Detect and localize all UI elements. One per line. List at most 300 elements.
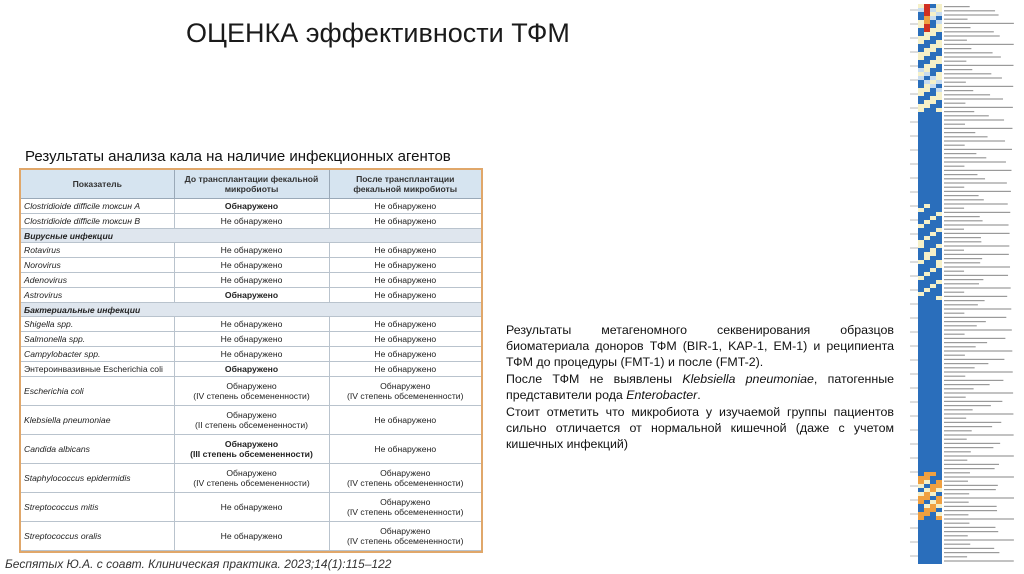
heatmap-cell xyxy=(930,92,936,96)
taxon-label-line xyxy=(944,191,1011,192)
heatmap-cell xyxy=(936,412,942,416)
heatmap-cell xyxy=(936,232,942,236)
heatmap-cell xyxy=(924,240,930,244)
heatmap-cell xyxy=(924,324,930,328)
heatmap-cell xyxy=(930,272,936,276)
heatmap-cell xyxy=(918,380,924,384)
heatmap-cell xyxy=(936,120,942,124)
heatmap-cell xyxy=(930,48,936,52)
heatmap-cell xyxy=(936,244,942,248)
heatmap-cell xyxy=(918,164,924,168)
table-row xyxy=(21,406,481,435)
taxon-label-line xyxy=(944,212,1010,213)
heatmap-cell xyxy=(936,124,942,128)
after-cell: Не обнаружено xyxy=(329,362,481,377)
heatmap-cell xyxy=(918,100,924,104)
heatmap-cell xyxy=(936,96,942,100)
heatmap-cell xyxy=(918,260,924,264)
taxon-label-line xyxy=(944,367,975,368)
heatmap-cell xyxy=(918,500,924,504)
heatmap-cell xyxy=(936,384,942,388)
heatmap-cell xyxy=(936,48,942,52)
heatmap-cell xyxy=(924,168,930,172)
heatmap-cell xyxy=(924,116,930,120)
heatmap-cell xyxy=(936,60,942,64)
after-cell: Не обнаружено xyxy=(329,288,481,303)
heatmap-cell xyxy=(924,548,930,552)
heatmap-cell xyxy=(924,428,930,432)
taxon-label-line xyxy=(944,548,994,549)
taxon-label-line xyxy=(944,6,970,7)
heatmap-cell xyxy=(936,104,942,108)
heatmap-cell xyxy=(918,52,924,56)
heatmap-cell xyxy=(936,488,942,492)
heatmap-cell xyxy=(936,144,942,148)
taxon-label-line xyxy=(944,220,983,221)
taxon-label-line xyxy=(944,166,964,167)
heatmap-cell xyxy=(936,332,942,336)
slide-title: ОЦЕНКА эффективности ТФМ xyxy=(186,18,570,48)
heatmap-cell xyxy=(918,120,924,124)
before-cell: Обнаружено xyxy=(174,288,329,303)
heatmap-cell xyxy=(918,152,924,156)
heatmap-cell xyxy=(936,304,942,308)
heatmap-cell xyxy=(930,296,936,300)
taxon-label-line xyxy=(944,304,978,305)
heatmap-cell xyxy=(936,176,942,180)
heatmap-cell xyxy=(918,288,924,292)
heatmap-cell xyxy=(918,352,924,356)
heatmap-cell xyxy=(918,492,924,496)
taxon-label-line xyxy=(944,397,966,398)
taxon-label-line xyxy=(944,149,1012,150)
heatmap-cell xyxy=(918,232,924,236)
heatmap-cell xyxy=(924,560,930,564)
heatmap-cell xyxy=(930,332,936,336)
heatmap-cell xyxy=(936,32,942,36)
heatmap-cell xyxy=(924,196,930,200)
heatmap-cell xyxy=(924,304,930,308)
heatmap-cell xyxy=(930,68,936,72)
heatmap-cell xyxy=(924,464,930,468)
heatmap-cell xyxy=(924,488,930,492)
heatmap-cell xyxy=(918,168,924,172)
section-label: Бактериальные инфекции xyxy=(21,303,481,317)
heatmap-cell xyxy=(936,100,942,104)
heatmap-cell xyxy=(936,292,942,296)
heatmap-cell xyxy=(930,552,936,556)
heatmap-cell xyxy=(930,472,936,476)
heatmap-cell xyxy=(924,164,930,168)
heatmap-cell xyxy=(930,224,936,228)
heatmap-cell xyxy=(936,524,942,528)
taxon-label-line xyxy=(944,224,1009,225)
heatmap-cell xyxy=(936,44,942,48)
heatmap-cell xyxy=(918,416,924,420)
heatmap-cell xyxy=(936,424,942,428)
heatmap-cell xyxy=(924,172,930,176)
before-cell: Не обнаружено xyxy=(174,332,329,347)
heatmap-cell xyxy=(924,540,930,544)
taxon-label-line xyxy=(944,292,964,293)
heatmap-cell xyxy=(930,480,936,484)
heatmap-cell xyxy=(936,376,942,380)
metagenomic-heatmap-figure xyxy=(906,0,1024,574)
heatmap-cell xyxy=(918,452,924,456)
heatmap-cell xyxy=(918,224,924,228)
heatmap-cell xyxy=(930,32,936,36)
heatmap-cell xyxy=(924,212,930,216)
heatmap-cell xyxy=(930,456,936,460)
heatmap-cell xyxy=(930,284,936,288)
heatmap-cell xyxy=(936,476,942,480)
heatmap-cell xyxy=(936,432,942,436)
heatmap-cell xyxy=(936,224,942,228)
heatmap-cell xyxy=(924,552,930,556)
heatmap-cell xyxy=(936,80,942,84)
heatmap-cell xyxy=(918,16,924,20)
heatmap-cell xyxy=(936,16,942,20)
indicator-cell: Staphylococcus epidermidis xyxy=(21,464,174,493)
heatmap-cell xyxy=(918,356,924,360)
heatmap-cell xyxy=(924,20,930,24)
heatmap-cell xyxy=(924,332,930,336)
heatmap-cell xyxy=(936,180,942,184)
heatmap-cell xyxy=(918,316,924,320)
taxon-label-line xyxy=(944,111,974,112)
heatmap-cell xyxy=(924,16,930,20)
heatmap-cell xyxy=(930,168,936,172)
heatmap-cell xyxy=(918,504,924,508)
indicator-cell: Rotavirus xyxy=(21,243,174,258)
after-cell: Не обнаружено xyxy=(329,317,481,332)
paragraph-2: После ТФМ не выявлены Klebsiella pneumoniae, патогенные представители рода Enterobacter. xyxy=(506,372,894,402)
heatmap-cell xyxy=(924,448,930,452)
heatmap-cell xyxy=(918,76,924,80)
heatmap-cell xyxy=(936,68,942,72)
heatmap-cell xyxy=(930,128,936,132)
heatmap-cell xyxy=(924,396,930,400)
heatmap-cell xyxy=(918,192,924,196)
heatmap-cell xyxy=(924,352,930,356)
heatmap-cell xyxy=(936,168,942,172)
heatmap-cell xyxy=(936,316,942,320)
heatmap-cell xyxy=(924,280,930,284)
taxon-label-line xyxy=(944,355,965,356)
heatmap-cell xyxy=(936,508,942,512)
heatmap-cell xyxy=(924,68,930,72)
taxon-label-line xyxy=(944,23,1014,24)
heatmap-cell xyxy=(930,524,936,528)
heatmap-cell xyxy=(930,140,936,144)
taxon-label-line xyxy=(944,434,1014,435)
taxon-label-line xyxy=(944,52,993,53)
heatmap-cell xyxy=(918,524,924,528)
heatmap-cell xyxy=(924,532,930,536)
table-row xyxy=(21,258,481,273)
heatmap-cell xyxy=(918,20,924,24)
heatmap-cell xyxy=(930,16,936,20)
taxon-label-line xyxy=(944,418,966,419)
taxon-label-line xyxy=(944,82,966,83)
taxon-label-line xyxy=(944,107,1013,108)
heatmap-cell xyxy=(930,144,936,148)
heatmap-cell xyxy=(936,404,942,408)
heatmap-cell xyxy=(918,180,924,184)
heatmap-cell xyxy=(936,312,942,316)
taxon-label-line xyxy=(944,308,1011,309)
heatmap-cell xyxy=(930,560,936,564)
heatmap-cell xyxy=(930,136,936,140)
taxon-label-line xyxy=(944,506,997,507)
heatmap-cell xyxy=(936,284,942,288)
heatmap-cell xyxy=(918,408,924,412)
heatmap-cell xyxy=(930,276,936,280)
heatmap-cell xyxy=(936,20,942,24)
heatmap-cell xyxy=(936,352,942,356)
heatmap-cell xyxy=(924,248,930,252)
heatmap-cell xyxy=(936,8,942,12)
heatmap-cell xyxy=(936,200,942,204)
heatmap-cell xyxy=(924,228,930,232)
taxon-label-line xyxy=(944,338,1005,339)
heatmap-cell xyxy=(918,236,924,240)
heatmap-cell xyxy=(930,240,936,244)
heatmap-cell xyxy=(918,364,924,368)
heatmap-cell xyxy=(930,344,936,348)
taxon-label-line xyxy=(944,523,969,524)
heatmap-cell xyxy=(918,528,924,532)
heatmap-cell xyxy=(930,96,936,100)
heatmap-cell xyxy=(924,556,930,560)
taxon-label-line xyxy=(944,556,967,557)
heatmap-cell xyxy=(924,404,930,408)
heatmap-cell xyxy=(918,308,924,312)
description-text xyxy=(506,322,894,453)
heatmap-cell xyxy=(930,452,936,456)
heatmap-cell xyxy=(936,340,942,344)
heatmap-cell xyxy=(924,492,930,496)
heatmap-cell xyxy=(924,456,930,460)
taxon-label-line xyxy=(944,472,970,473)
heatmap-cell xyxy=(936,544,942,548)
heatmap-cell xyxy=(924,264,930,268)
heatmap-cell xyxy=(918,344,924,348)
heatmap-cell xyxy=(936,268,942,272)
heatmap-cell xyxy=(936,140,942,144)
heatmap-cell xyxy=(918,284,924,288)
heatmap-cell xyxy=(936,400,942,404)
heatmap-cell xyxy=(930,500,936,504)
heatmap-cell xyxy=(918,116,924,120)
heatmap-cell xyxy=(918,532,924,536)
taxon-label-line xyxy=(944,271,964,272)
heatmap-cell xyxy=(936,492,942,496)
heatmap-cell xyxy=(924,256,930,260)
heatmap-cell xyxy=(936,532,942,536)
heatmap-cell xyxy=(936,408,942,412)
table-caption: Результаты анализа кала на наличие инфекционных агентов xyxy=(25,148,451,165)
heatmap-cell xyxy=(924,344,930,348)
heatmap-cell xyxy=(924,372,930,376)
heatmap-cell xyxy=(930,504,936,508)
heatmap-cell xyxy=(930,536,936,540)
heatmap-cell xyxy=(936,220,942,224)
heatmap-cell xyxy=(924,480,930,484)
heatmap-cell xyxy=(936,264,942,268)
taxon-label-line xyxy=(944,321,986,322)
heatmap-cell xyxy=(930,420,936,424)
heatmap-cell xyxy=(930,8,936,12)
heatmap-cell xyxy=(924,136,930,140)
heatmap-cell xyxy=(924,40,930,44)
heatmap-cell xyxy=(930,236,936,240)
heatmap-cell xyxy=(924,484,930,488)
heatmap-cell xyxy=(930,516,936,520)
taxon-label-line xyxy=(944,313,964,314)
paragraph-3: Стоит отметить что микробиота у изучаемой группы пациентов сильно отличается от нормальной кишечной (даже с учетом кишечных инфекций) xyxy=(506,405,894,451)
heatmap-cell xyxy=(924,276,930,280)
heatmap-cell xyxy=(918,508,924,512)
heatmap-cell xyxy=(924,124,930,128)
heatmap-cell xyxy=(930,112,936,116)
heatmap-cell xyxy=(930,404,936,408)
taxon-label-line xyxy=(944,539,1014,540)
heatmap-cell xyxy=(930,424,936,428)
heatmap-cell xyxy=(936,64,942,68)
heatmap-cell xyxy=(918,208,924,212)
heatmap-cell xyxy=(924,432,930,436)
heatmap-cell xyxy=(924,88,930,92)
taxon-label-line xyxy=(944,422,1001,423)
section-label: Вирусные инфекции xyxy=(21,229,481,243)
heatmap-cell xyxy=(936,212,942,216)
heatmap-cell xyxy=(936,336,942,340)
heatmap-cell xyxy=(918,32,924,36)
after-cell: Не обнаружено xyxy=(329,199,481,214)
heatmap-cell xyxy=(924,140,930,144)
heatmap-cell xyxy=(918,272,924,276)
taxon-label-line xyxy=(944,153,976,154)
heatmap-cell xyxy=(930,192,936,196)
taxon-label-line xyxy=(944,241,981,242)
heatmap-cell xyxy=(930,440,936,444)
taxon-label-line xyxy=(944,560,1014,561)
heatmap-cell xyxy=(924,500,930,504)
heatmap-cell xyxy=(936,448,942,452)
heatmap-cell xyxy=(936,52,942,56)
taxon-label-line xyxy=(944,544,970,545)
heatmap-cell xyxy=(930,304,936,308)
taxon-label-line xyxy=(944,128,1012,129)
heatmap-cell xyxy=(918,268,924,272)
heatmap-cell xyxy=(936,160,942,164)
heatmap-cell xyxy=(936,556,942,560)
heatmap-cell xyxy=(924,316,930,320)
heatmap-cell xyxy=(924,476,930,480)
heatmap-cell xyxy=(930,248,936,252)
heatmap-cell xyxy=(918,372,924,376)
taxon-label-line xyxy=(944,132,975,133)
taxon-label-line xyxy=(944,103,965,104)
heatmap-cell xyxy=(918,548,924,552)
indicator-cell: Klebsiella pneumoniae xyxy=(21,406,174,435)
heatmap-cell xyxy=(924,236,930,240)
taxon-label-line xyxy=(944,10,995,11)
heatmap-cell xyxy=(918,220,924,224)
taxon-label-line xyxy=(944,140,1005,141)
heatmap-cell xyxy=(930,256,936,260)
heatmap-cell xyxy=(918,28,924,32)
heatmap-cell xyxy=(936,436,942,440)
taxon-label-line xyxy=(944,157,986,158)
table-section-row xyxy=(21,303,481,317)
heatmap-cell xyxy=(918,108,924,112)
dendrogram-area xyxy=(910,0,918,574)
taxon-label-line xyxy=(944,90,973,91)
heatmap-cell xyxy=(918,340,924,344)
heatmap-cell xyxy=(918,520,924,524)
heatmap-cell xyxy=(930,220,936,224)
heatmap-cell xyxy=(936,300,942,304)
taxon-label-line xyxy=(944,61,966,62)
heatmap-cell xyxy=(918,436,924,440)
heatmap-cell xyxy=(924,380,930,384)
heatmap-cell xyxy=(930,228,936,232)
heatmap-cell xyxy=(936,328,942,332)
heatmap-cell xyxy=(918,92,924,96)
before-cell: Не обнаружено xyxy=(174,214,329,229)
taxon-label-line xyxy=(944,455,1014,456)
heatmap-cell xyxy=(930,280,936,284)
indicator-cell: Escherichia coli xyxy=(21,377,174,406)
heatmap-cell xyxy=(924,496,930,500)
heatmap-cell xyxy=(930,356,936,360)
heatmap-cell xyxy=(936,288,942,292)
taxon-label-line xyxy=(944,65,1013,66)
heatmap-cell xyxy=(936,184,942,188)
heatmap-cell xyxy=(924,84,930,88)
heatmap-cell xyxy=(924,296,930,300)
taxon-label-line xyxy=(944,27,971,28)
heatmap-cell xyxy=(918,336,924,340)
taxon-label-line xyxy=(944,250,964,251)
heatmap-cell xyxy=(930,512,936,516)
heatmap-cell xyxy=(918,36,924,40)
heatmap-cell xyxy=(924,336,930,340)
heatmap-cell xyxy=(936,156,942,160)
heatmap-cell xyxy=(918,388,924,392)
heatmap-cell xyxy=(918,56,924,60)
heatmap-cell xyxy=(930,300,936,304)
heatmap-cell xyxy=(918,292,924,296)
heatmap-cell xyxy=(930,400,936,404)
heatmap-cell xyxy=(918,64,924,68)
heatmap-cell xyxy=(936,500,942,504)
heatmap-cell xyxy=(918,304,924,308)
heatmap-cell xyxy=(930,492,936,496)
heatmap-cell xyxy=(936,128,942,132)
heatmap-cell xyxy=(918,144,924,148)
taxon-label-line xyxy=(944,178,985,179)
heatmap-cell xyxy=(924,36,930,40)
after-cell: Не обнаружено xyxy=(329,435,481,464)
heatmap-cell xyxy=(918,476,924,480)
heatmap-cell xyxy=(924,104,930,108)
heatmap-cell xyxy=(930,132,936,136)
heatmap-cell xyxy=(918,112,924,116)
heatmap-cell xyxy=(924,364,930,368)
